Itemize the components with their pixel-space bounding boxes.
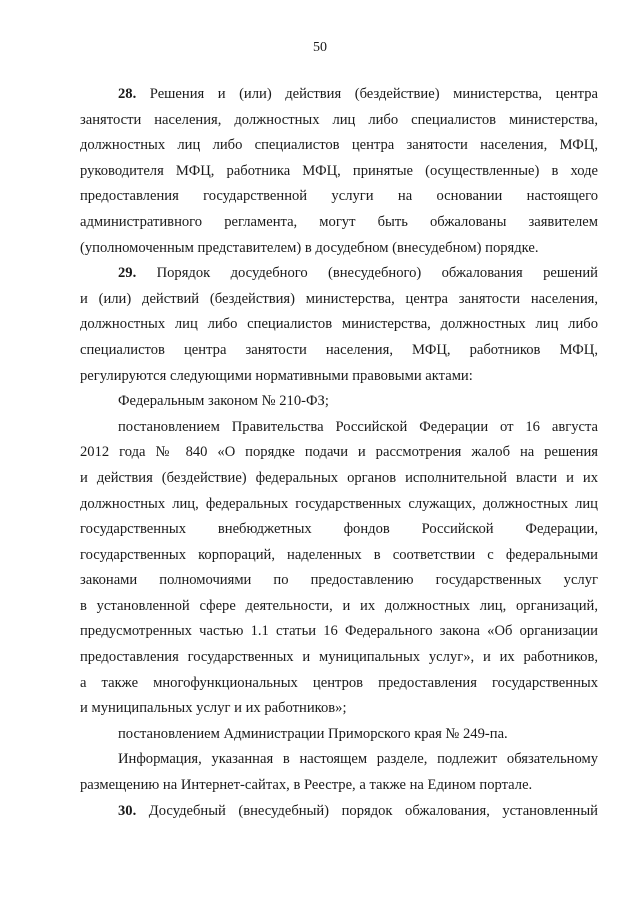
text-line: [80, 82, 598, 108]
text-line: государственных внебюджетных фондов Российской Федерации,: [80, 521, 598, 538]
text-line: административного регламента, могут быть обжалованы заявителем: [80, 213, 598, 230]
clause-number-28: 28.: [118, 86, 137, 102]
text-line: и муниципальных услуг и их работников»;: [80, 700, 347, 717]
text-line: в установленной сфере деятельности, и их должностных лиц, организаций,: [80, 597, 598, 614]
text-line-content: Решения и (или) действия (бездействие) министерства, центра: [136, 86, 598, 102]
paragraph-29: [80, 261, 598, 389]
text-line: и действия (бездействие) федеральных органов исполнительной власти и их: [80, 469, 598, 486]
text-line: предусмотренных частью 1.1 статьи 16 Федерального закона «Об организации: [80, 623, 598, 640]
paragraph-regional-resolution: [80, 722, 598, 748]
text-line: руководителя МФЦ, работника МФЦ, принятые (осуществленные) в ходе: [80, 162, 598, 179]
paragraph-28: [80, 82, 598, 261]
text-line: Федеральным законом № 210-ФЗ;: [118, 393, 329, 410]
text-line: 2012 года № 840 «О порядке подачи и рассмотрения жалоб на решения: [80, 444, 598, 461]
paragraph-30: [80, 799, 598, 825]
clause-number-29: 29.: [118, 265, 137, 282]
text-line: предоставления государственных и муниципальных услуг», и их работников,: [80, 649, 598, 666]
text-line: постановлением Администрации Приморского края № 249-па.: [118, 725, 508, 742]
paragraph-information: [80, 747, 598, 798]
text-line: занятости населения, должностных лиц либо специалистов министерства,: [80, 111, 598, 128]
text-line: регулируются следующими нормативными правовыми актами:: [80, 367, 473, 384]
text-line: [80, 261, 598, 287]
text-line: должностных лиц либо специалистов центра занятости населения, МФЦ,: [80, 137, 598, 154]
text-line: постановлением Правительства Российской Федерации от 16 августа: [118, 418, 598, 435]
text-line: [80, 799, 598, 825]
text-line: а также многофункциональных центров предоставления государственных: [80, 674, 598, 691]
paragraph-federal-law: [80, 389, 598, 415]
text-line: Информация, указанная в настоящем разделе, подлежит обязательному: [118, 751, 598, 768]
text-line: специалистов центра занятости населения, МФЦ, работников МФЦ,: [80, 341, 598, 358]
text-line: государственных корпораций, наделенных в соответствии с федеральными: [80, 546, 598, 563]
text-line-content: Досудебный (внесудебный) порядок обжалования, установленный: [136, 802, 598, 819]
paragraph-government-resolution: [80, 415, 598, 722]
text-line: предоставления государственной услуги на основании настоящего: [80, 188, 598, 205]
document-body: [80, 82, 598, 824]
text-line: (уполномоченным представителем) в досудебном (внесудебном) порядке.: [80, 239, 539, 256]
text-line: законами полномочиями по предоставлению государственных услуг: [80, 572, 598, 589]
text-line: должностных лиц либо специалистов министерства, должностных лиц либо: [80, 316, 598, 333]
text-line: размещению на Интернет-сайтах, в Реестре, а также на Едином портале.: [80, 777, 533, 794]
text-line: и (или) действий (бездействия) министерства, центра занятости населения,: [80, 290, 598, 307]
page-number: 50: [313, 40, 327, 55]
clause-number-30: 30.: [118, 802, 137, 819]
text-line: должностных лиц, федеральных государственных служащих, должностных лиц: [80, 495, 598, 512]
text-line-content: Порядок досудебного (внесудебного) обжалования решений: [136, 265, 598, 282]
